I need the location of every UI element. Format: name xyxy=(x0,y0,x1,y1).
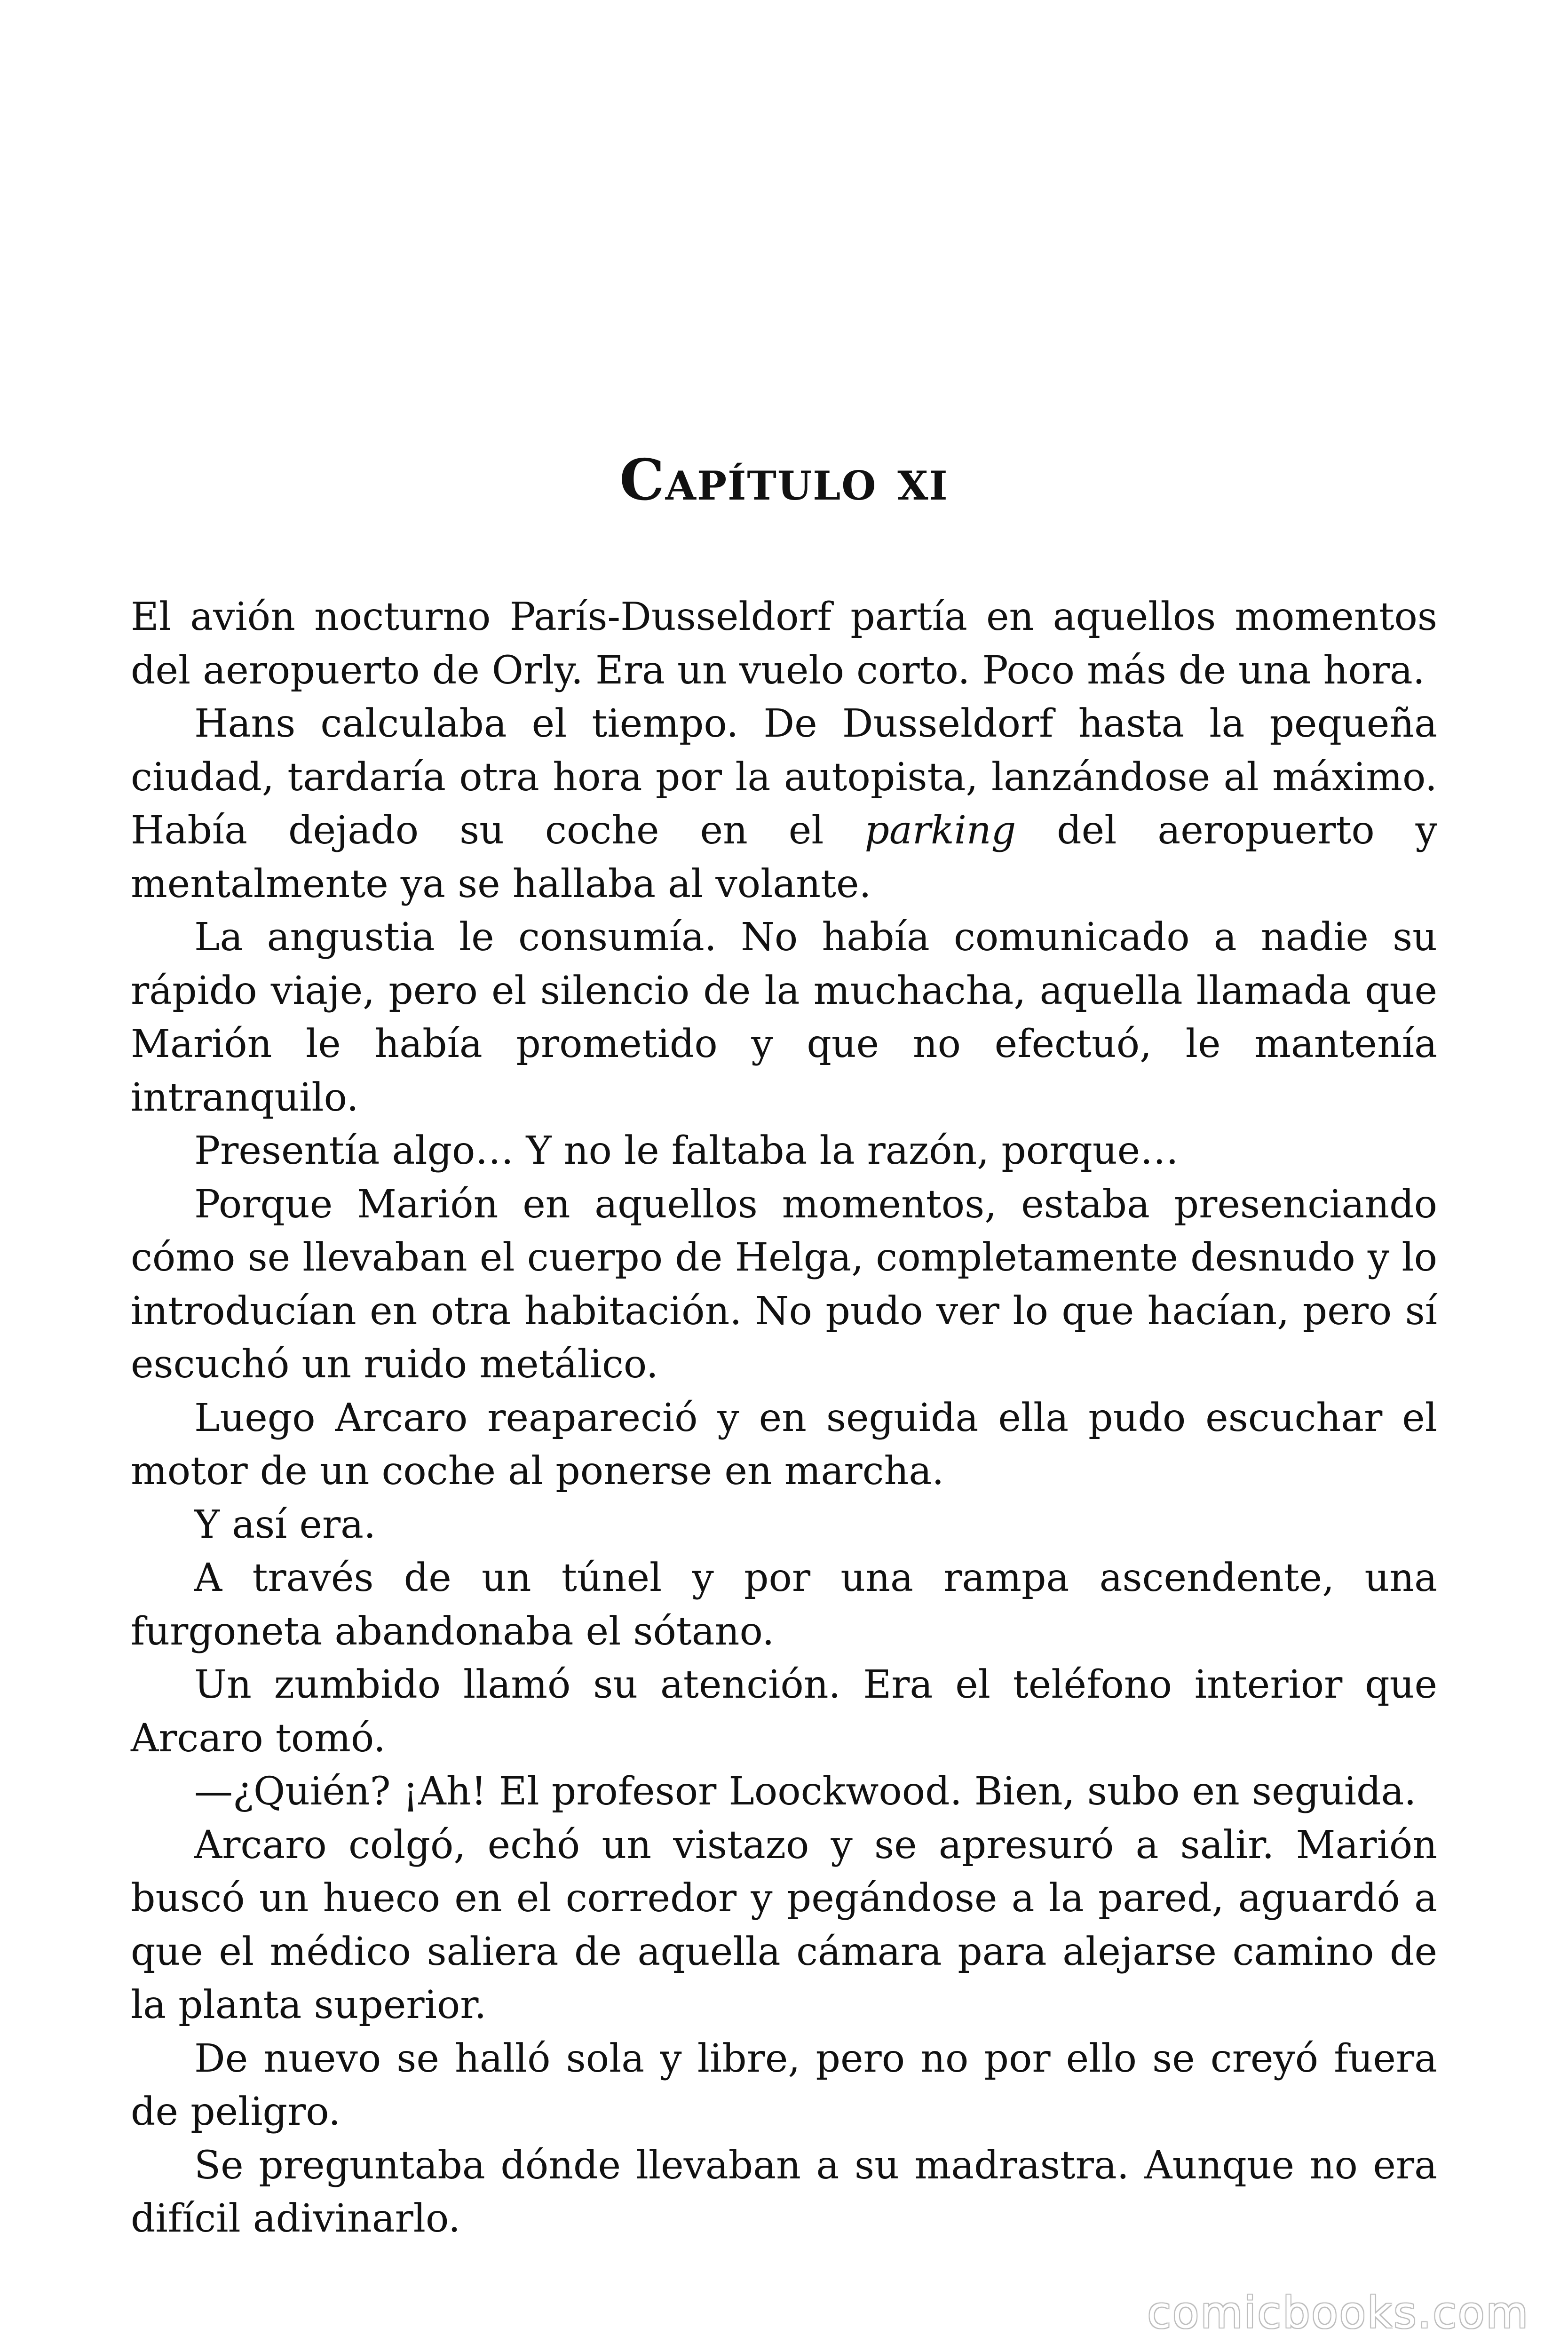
chapter-body xyxy=(131,590,1437,2246)
paragraph-2: Hans calculaba el tiempo. De Dusseldorf hasta la pequeña ciudad, tardaría otra hora por la autopista, lanzándose al máximo. Había dejado su coche en el parking del aeropuerto y mentalmente ya se hallaba al volante. xyxy=(131,701,1437,906)
paragraph-8: A través de un túnel y por una rampa ascendente, una furgoneta abandonaba el sótano. xyxy=(131,1556,1437,1654)
chapter-title: Capítulo xi xyxy=(619,447,949,513)
paragraph-4: Presentía algo… Y no le faltaba la razón, porque… xyxy=(194,1128,1179,1173)
paragraph-1: El avión nocturno París-Dusseldorf partía en aquellos momentos del aeropuerto de Orly. Era un vuelo corto. Poco más de una hora. xyxy=(131,595,1437,693)
paragraph-10: —¿Quién? ¡Ah! El profesor Loockwood. Bien, subo en seguida. xyxy=(194,1769,1417,1814)
watermark: comicbooks.com xyxy=(1147,2288,1529,2338)
paragraph-9: Un zumbido llamó su atención. Era el teléfono interior que Arcaro tomó. xyxy=(131,1662,1437,1761)
paragraph-6: Luego Arcaro reapareció y en seguida ella pudo escuchar el motor de un coche al ponerse en marcha. xyxy=(131,1395,1437,1494)
paragraph-11: Arcaro colgó, echó un vistazo y se apresuró a salir. Marión buscó un hueco en el corredor y pegándose a la pared, aguardó a que el médico saliera de aquella cámara para alejarse camino de la planta superior. xyxy=(131,1822,1437,2027)
paragraph-7: Y así era. xyxy=(194,1502,376,1547)
italic-word: parking xyxy=(864,808,1016,853)
paragraph-5: Porque Marión en aquellos momentos, estaba presenciando cómo se llevaban el cuerpo de Helga, completamente desnudo y lo introducían en otra habitación. No pudo ver lo que hacían, pero sí escuchó un ruido metálico. xyxy=(131,1182,1437,1387)
paragraph-3: La angustia le consumía. No había comunicado a nadie su rápido viaje, pero el silencio de la muchacha, aquella llamada que Marión le había prometido y que no efectuó, le mantenía intranquilo. xyxy=(131,915,1437,1120)
paragraph-13: Se preguntaba dónde llevaban a su madrastra. Aunque no era difícil adivinarlo. xyxy=(131,2143,1437,2241)
paragraph-12: De nuevo se halló sola y libre, pero no por ello se creyó fuera de peligro. xyxy=(131,2036,1437,2134)
